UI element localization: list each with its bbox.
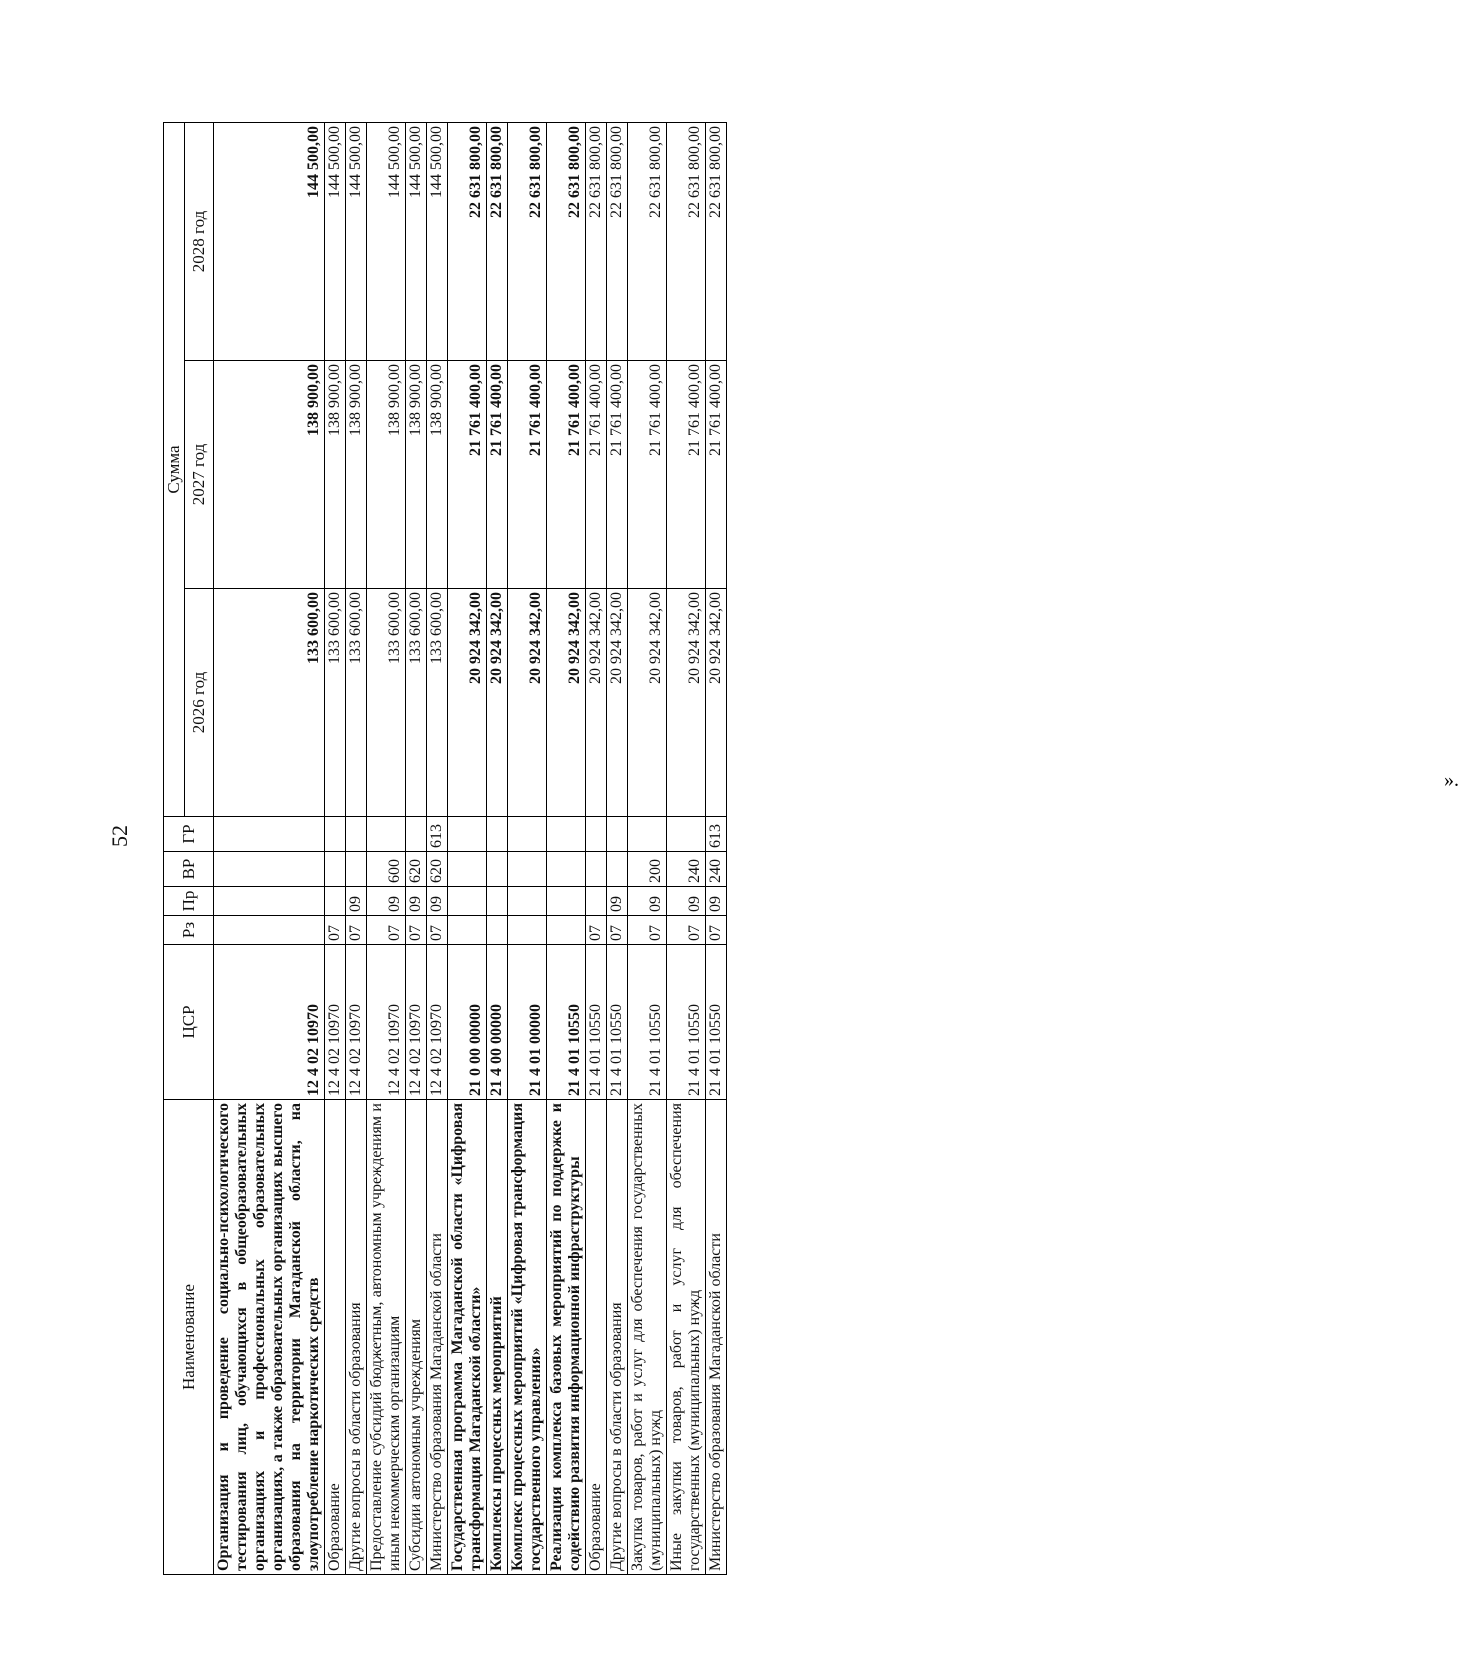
row-pr bbox=[487, 887, 508, 916]
row-name: Организация и проведение социально-психологического тестирования лиц, обучающихся в общеобразовательных организациях и профессиональных образовательных организациях, а также образовательных организациях высшего образования на территории Магаданской области, на злоупотребление наркотических средств bbox=[214, 1100, 325, 1575]
row-vr bbox=[448, 852, 487, 887]
header-pr: Пр bbox=[164, 887, 214, 916]
row-sum-2027: 21 761 400,00 bbox=[547, 361, 586, 589]
row-name: Комплексы процессных мероприятий bbox=[487, 1100, 508, 1575]
header-rz: Рз bbox=[164, 916, 214, 945]
row-name: Министерство образования Магаданской области bbox=[706, 1100, 727, 1575]
row-pr bbox=[508, 887, 547, 916]
budget-table-body bbox=[214, 122, 727, 1574]
row-sum-2028: 22 631 800,00 bbox=[508, 122, 547, 360]
row-name: Образование bbox=[325, 1100, 346, 1575]
row-vr bbox=[487, 852, 508, 887]
row-sum-2028: 144 500,00 bbox=[346, 122, 367, 360]
row-name: Субсидии автономным учреждениям bbox=[406, 1100, 427, 1575]
row-pr: 09 bbox=[427, 887, 448, 916]
row-sum-2027: 21 761 400,00 bbox=[607, 361, 628, 589]
row-sum-2027: 138 900,00 bbox=[346, 361, 367, 589]
row-csr: 21 4 00 00000 bbox=[487, 945, 508, 1100]
row-sum-2026: 20 924 342,00 bbox=[586, 589, 607, 817]
row-rz bbox=[547, 916, 586, 945]
row-gr bbox=[367, 817, 406, 852]
row-gr: 613 bbox=[706, 817, 727, 852]
row-pr bbox=[214, 887, 325, 916]
budget-table bbox=[163, 122, 727, 1575]
row-gr: 613 bbox=[427, 817, 448, 852]
row-pr: 09 bbox=[706, 887, 727, 916]
row-sum-2027: 21 761 400,00 bbox=[508, 361, 547, 589]
row-sum-2027: 138 900,00 bbox=[427, 361, 448, 589]
table-row bbox=[487, 122, 508, 1574]
header-year-2028: 2028 год bbox=[185, 122, 214, 360]
row-gr bbox=[325, 817, 346, 852]
header-sum: Сумма bbox=[164, 122, 185, 816]
row-sum-2028: 22 631 800,00 bbox=[706, 122, 727, 360]
closing-quote-mark: ». bbox=[1444, 769, 1459, 791]
row-rz bbox=[508, 916, 547, 945]
row-pr: 09 bbox=[367, 887, 406, 916]
header-year-2026: 2026 год bbox=[185, 589, 214, 817]
header-gr: ГР bbox=[164, 817, 214, 852]
row-csr: 12 4 02 10970 bbox=[406, 945, 427, 1100]
row-sum-2028: 144 500,00 bbox=[367, 122, 406, 360]
row-csr: 12 4 02 10970 bbox=[214, 945, 325, 1100]
row-sum-2028: 144 500,00 bbox=[427, 122, 448, 360]
row-gr bbox=[586, 817, 607, 852]
row-sum-2026: 133 600,00 bbox=[406, 589, 427, 817]
row-name: Образование bbox=[586, 1100, 607, 1575]
table-row bbox=[427, 122, 448, 1574]
table-row bbox=[346, 122, 367, 1574]
row-rz: 07 bbox=[406, 916, 427, 945]
row-gr bbox=[448, 817, 487, 852]
row-pr bbox=[448, 887, 487, 916]
row-sum-2026: 20 924 342,00 bbox=[487, 589, 508, 817]
table-row bbox=[586, 122, 607, 1574]
table-row bbox=[325, 122, 346, 1574]
row-rz: 07 bbox=[427, 916, 448, 945]
row-name: Иные закупки товаров, работ и услуг для обеспечения государственных (муниципальных) нужд bbox=[667, 1100, 706, 1575]
table-row bbox=[706, 122, 727, 1574]
row-sum-2026: 133 600,00 bbox=[367, 589, 406, 817]
row-sum-2028: 144 500,00 bbox=[214, 122, 325, 360]
row-sum-2028: 22 631 800,00 bbox=[628, 122, 667, 360]
row-rz: 07 bbox=[706, 916, 727, 945]
row-csr: 21 4 01 10550 bbox=[628, 945, 667, 1100]
table-row bbox=[367, 122, 406, 1574]
row-sum-2026: 20 924 342,00 bbox=[607, 589, 628, 817]
row-vr: 620 bbox=[427, 852, 448, 887]
row-csr: 21 0 00 00000 bbox=[448, 945, 487, 1100]
row-csr: 12 4 02 10970 bbox=[325, 945, 346, 1100]
row-sum-2026: 133 600,00 bbox=[325, 589, 346, 817]
row-name: Другие вопросы в области образования bbox=[607, 1100, 628, 1575]
header-vr: ВР bbox=[164, 852, 214, 887]
row-pr bbox=[547, 887, 586, 916]
row-sum-2026: 20 924 342,00 bbox=[706, 589, 727, 817]
row-name: Предоставление субсидий бюджетным, автономным учреждениям и иным некоммерческим организациям bbox=[367, 1100, 406, 1575]
row-sum-2026: 133 600,00 bbox=[346, 589, 367, 817]
row-name: Закупка товаров, работ и услуг для обеспечения государственных (муниципальных) нужд bbox=[628, 1100, 667, 1575]
row-vr bbox=[214, 852, 325, 887]
row-sum-2026: 20 924 342,00 bbox=[667, 589, 706, 817]
table-row bbox=[406, 122, 427, 1574]
row-csr: 21 4 01 10550 bbox=[667, 945, 706, 1100]
table-row bbox=[508, 122, 547, 1574]
row-vr bbox=[346, 852, 367, 887]
row-sum-2028: 22 631 800,00 bbox=[586, 122, 607, 360]
row-sum-2026: 20 924 342,00 bbox=[448, 589, 487, 817]
table-row bbox=[547, 122, 586, 1574]
row-pr: 09 bbox=[628, 887, 667, 916]
row-gr bbox=[607, 817, 628, 852]
row-name: Министерство образования Магаданской области bbox=[427, 1100, 448, 1575]
table-row bbox=[448, 122, 487, 1574]
row-sum-2026: 20 924 342,00 bbox=[508, 589, 547, 817]
row-sum-2028: 22 631 800,00 bbox=[667, 122, 706, 360]
row-csr: 21 4 01 10550 bbox=[706, 945, 727, 1100]
row-gr bbox=[487, 817, 508, 852]
row-gr bbox=[346, 817, 367, 852]
row-pr: 09 bbox=[607, 887, 628, 916]
row-csr: 21 4 01 00000 bbox=[508, 945, 547, 1100]
row-vr: 620 bbox=[406, 852, 427, 887]
row-sum-2027: 21 761 400,00 bbox=[706, 361, 727, 589]
row-csr: 12 4 02 10970 bbox=[346, 945, 367, 1100]
row-name: Другие вопросы в области образования bbox=[346, 1100, 367, 1575]
row-vr: 600 bbox=[367, 852, 406, 887]
row-sum-2027: 138 900,00 bbox=[325, 361, 346, 589]
row-csr: 21 4 01 10550 bbox=[607, 945, 628, 1100]
row-rz: 07 bbox=[346, 916, 367, 945]
table-row bbox=[214, 122, 325, 1574]
row-sum-2028: 144 500,00 bbox=[406, 122, 427, 360]
row-gr bbox=[667, 817, 706, 852]
row-rz bbox=[448, 916, 487, 945]
row-sum-2026: 20 924 342,00 bbox=[547, 589, 586, 817]
header-row-1 bbox=[164, 122, 185, 1574]
row-pr: 09 bbox=[346, 887, 367, 916]
row-vr bbox=[508, 852, 547, 887]
row-sum-2026: 133 600,00 bbox=[214, 589, 325, 817]
row-name: Государственная программа Магаданской области «Цифровая трансформация Магаданской области» bbox=[448, 1100, 487, 1575]
table-row bbox=[667, 122, 706, 1574]
row-pr bbox=[325, 887, 346, 916]
row-gr bbox=[547, 817, 586, 852]
row-vr bbox=[607, 852, 628, 887]
row-rz: 07 bbox=[586, 916, 607, 945]
row-sum-2028: 144 500,00 bbox=[325, 122, 346, 360]
row-sum-2027: 138 900,00 bbox=[367, 361, 406, 589]
row-pr bbox=[586, 887, 607, 916]
row-sum-2026: 20 924 342,00 bbox=[628, 589, 667, 817]
row-rz: 07 bbox=[325, 916, 346, 945]
header-csr: ЦСР bbox=[164, 945, 214, 1100]
row-pr: 09 bbox=[667, 887, 706, 916]
header-year-2027: 2027 год bbox=[185, 361, 214, 589]
row-sum-2027: 21 761 400,00 bbox=[448, 361, 487, 589]
page-number: 52 bbox=[107, 825, 132, 847]
row-pr: 09 bbox=[406, 887, 427, 916]
row-sum-2027: 21 761 400,00 bbox=[487, 361, 508, 589]
row-sum-2027: 21 761 400,00 bbox=[667, 361, 706, 589]
row-vr: 200 bbox=[628, 852, 667, 887]
row-csr: 12 4 02 10970 bbox=[427, 945, 448, 1100]
row-rz: 07 bbox=[628, 916, 667, 945]
row-csr: 12 4 02 10970 bbox=[367, 945, 406, 1100]
row-sum-2027: 138 900,00 bbox=[406, 361, 427, 589]
rotated-budget-page bbox=[163, 123, 968, 1575]
row-rz bbox=[487, 916, 508, 945]
row-sum-2027: 21 761 400,00 bbox=[628, 361, 667, 589]
row-csr: 21 4 01 10550 bbox=[586, 945, 607, 1100]
table-row bbox=[628, 122, 667, 1574]
row-rz bbox=[214, 916, 325, 945]
row-vr: 240 bbox=[706, 852, 727, 887]
row-vr bbox=[547, 852, 586, 887]
row-sum-2027: 138 900,00 bbox=[214, 361, 325, 589]
header-name: Наименование bbox=[164, 1100, 214, 1575]
row-name: Реализация комплекса базовых мероприятий по поддержке и содействию развития информационной инфраструктуры bbox=[547, 1100, 586, 1575]
row-gr bbox=[628, 817, 667, 852]
row-vr bbox=[325, 852, 346, 887]
row-sum-2028: 22 631 800,00 bbox=[607, 122, 628, 360]
row-sum-2026: 133 600,00 bbox=[427, 589, 448, 817]
row-sum-2028: 22 631 800,00 bbox=[448, 122, 487, 360]
row-name: Комплекс процессных мероприятий «Цифровая трансформация государственного управления» bbox=[508, 1100, 547, 1575]
row-vr bbox=[586, 852, 607, 887]
row-gr bbox=[406, 817, 427, 852]
row-gr bbox=[508, 817, 547, 852]
row-vr: 240 bbox=[667, 852, 706, 887]
row-sum-2028: 22 631 800,00 bbox=[487, 122, 508, 360]
table-row bbox=[607, 122, 628, 1574]
row-csr: 21 4 01 10550 bbox=[547, 945, 586, 1100]
row-rz: 07 bbox=[367, 916, 406, 945]
row-rz: 07 bbox=[607, 916, 628, 945]
row-sum-2027: 21 761 400,00 bbox=[586, 361, 607, 589]
row-rz: 07 bbox=[667, 916, 706, 945]
row-gr bbox=[214, 817, 325, 852]
row-sum-2028: 22 631 800,00 bbox=[547, 122, 586, 360]
